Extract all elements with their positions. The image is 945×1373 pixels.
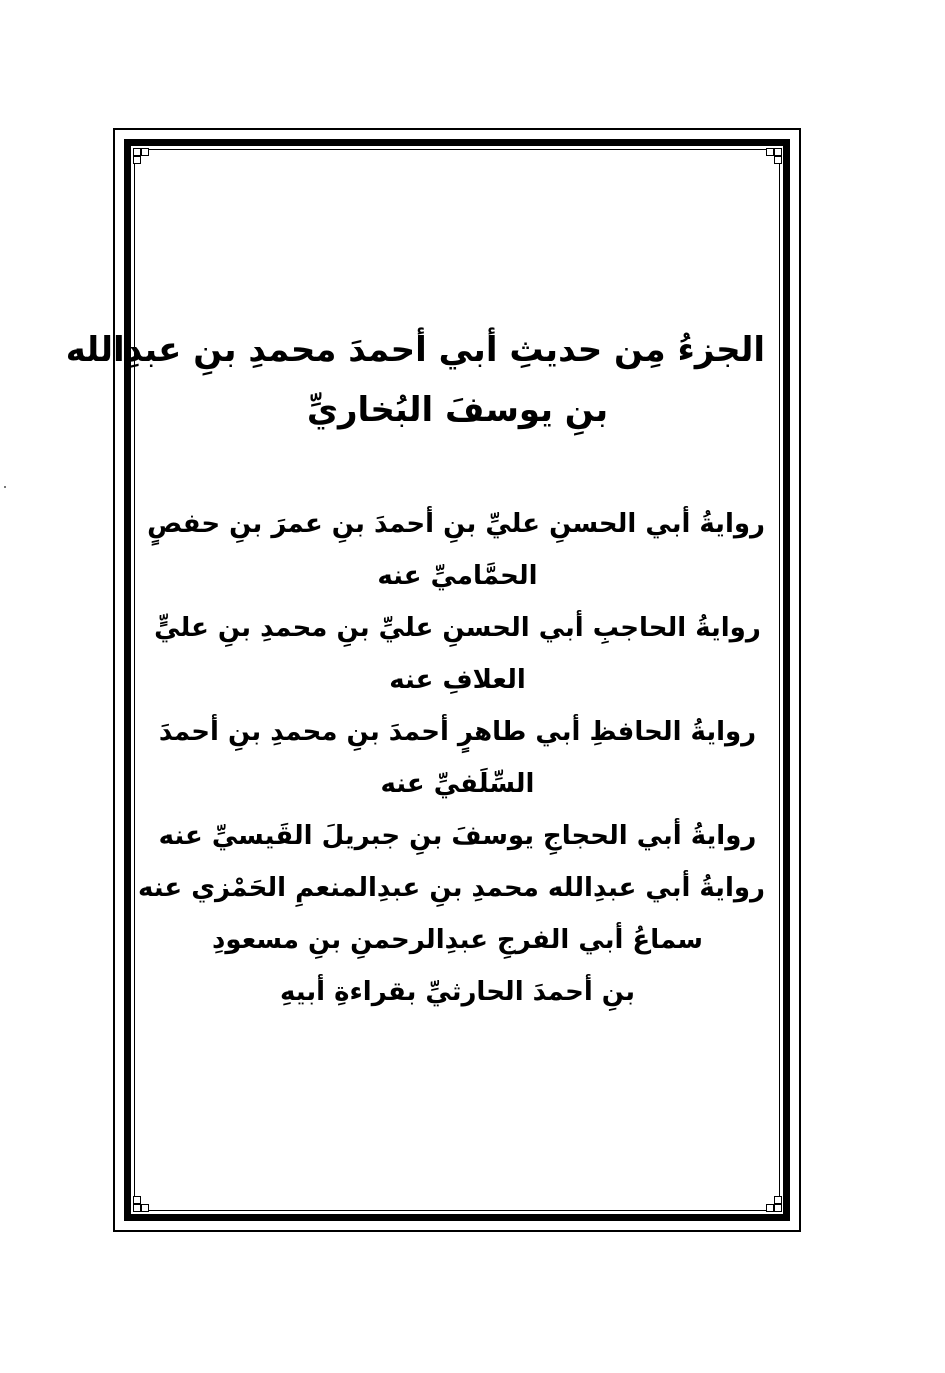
chain-line: سماعُ أبي الفرجِ عبدِالرحمنِ بنِ مسعودِ (212, 925, 703, 955)
book-title (65, 320, 765, 440)
chain-line: روايةُ الحافظِ أبي طاهرٍ أحمدَ بنِ محمدِ بنِ أحمدَ (158, 717, 757, 747)
chain-line: السِّلَفيِّ عنه (380, 769, 535, 799)
chain-line: العلافِ عنه (389, 665, 526, 695)
book-title-line: بنِ يوسفَ البُخاريِّ (306, 390, 609, 430)
chain-line: الحمَّاميِّ عنه (377, 561, 538, 591)
transmission-chain (138, 498, 765, 1018)
chain-line: روايةُ الحاجبِ أبي الحسنِ عليِّ بنِ محمدِ بنِ عليٍّ (154, 613, 761, 643)
chain-line: بنِ أحمدَ الحارثيِّ بقراءةِ أبيهِ (280, 977, 635, 1007)
corner-ornament-top-right (762, 146, 784, 168)
title-page-text (65, 320, 765, 1018)
corner-ornament-bottom-right (762, 1192, 784, 1214)
scan-speck (4, 486, 6, 488)
book-title-line: الجزءُ مِن حديثِ أبي أحمدَ محمدِ بنِ عبدِالله (65, 330, 765, 370)
corner-ornament-bottom-left (131, 1192, 153, 1214)
chain-line: روايةُ أبي الحسنِ عليِّ بنِ أحمدَ بنِ عمرَ بنِ حفصٍ (147, 509, 765, 539)
chain-line: روايةُ أبي الحجاجِ يوسفَ بنِ جبريلَ القَيسيِّ عنه (158, 821, 757, 851)
chain-line: روايةُ أبي عبدِالله محمدِ بنِ عبدِالمنعمِ الحَمْزي عنه (138, 873, 765, 903)
corner-ornament-top-left (131, 146, 153, 168)
